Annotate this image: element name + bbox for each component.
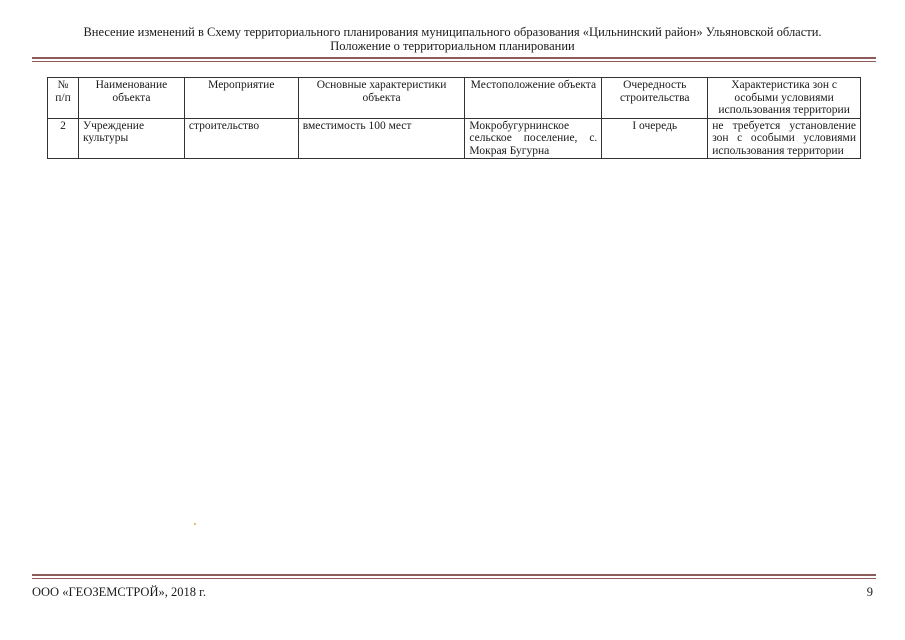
objects-table (47, 77, 861, 159)
col-header-characteristics: Основные характеристики объекта (298, 78, 465, 119)
col-header-name: Наименование объекта (78, 78, 184, 119)
col-header-zones: Характеристика зон с особыми условиями использования территории (708, 78, 861, 119)
header-title-line2: Положение о территориальном планировании (330, 39, 575, 53)
col-header-action: Мероприятие (184, 78, 298, 119)
footer-rule-bottom (32, 578, 876, 579)
table-header-row (48, 78, 861, 119)
cell-name: Учреждение культуры (78, 118, 184, 159)
col-header-number: № п/п (48, 78, 79, 119)
cell-stage: I очередь (602, 118, 708, 159)
header-rule-bottom (32, 61, 876, 62)
cell-zones: не требуется установление зон с особыми условиями использования территории (708, 118, 861, 159)
cell-characteristics: вместимость 100 мест (298, 118, 465, 159)
document-header (0, 25, 905, 53)
cell-location: Мокробугурнинское сельское поселение, с. Мокрая Бугурна (465, 118, 602, 159)
col-header-location: Местоположение объекта (465, 78, 602, 119)
page-number: 9 (866, 585, 873, 599)
header-title-line1: Внесение изменений в Схему территориального планирования муниципального образования «Цильнинский район» Ульяновской области. (83, 25, 822, 39)
cell-number: 2 (48, 118, 79, 159)
scan-speck (194, 523, 196, 525)
cell-action: строительство (184, 118, 298, 159)
table-row (48, 118, 861, 159)
col-header-stage: Очередность строительства (602, 78, 708, 119)
footer-company: ООО «ГЕОЗЕМСТРОЙ», 2018 г. (32, 585, 206, 599)
header-rule-top (32, 57, 876, 59)
footer-rule-top (32, 574, 876, 576)
